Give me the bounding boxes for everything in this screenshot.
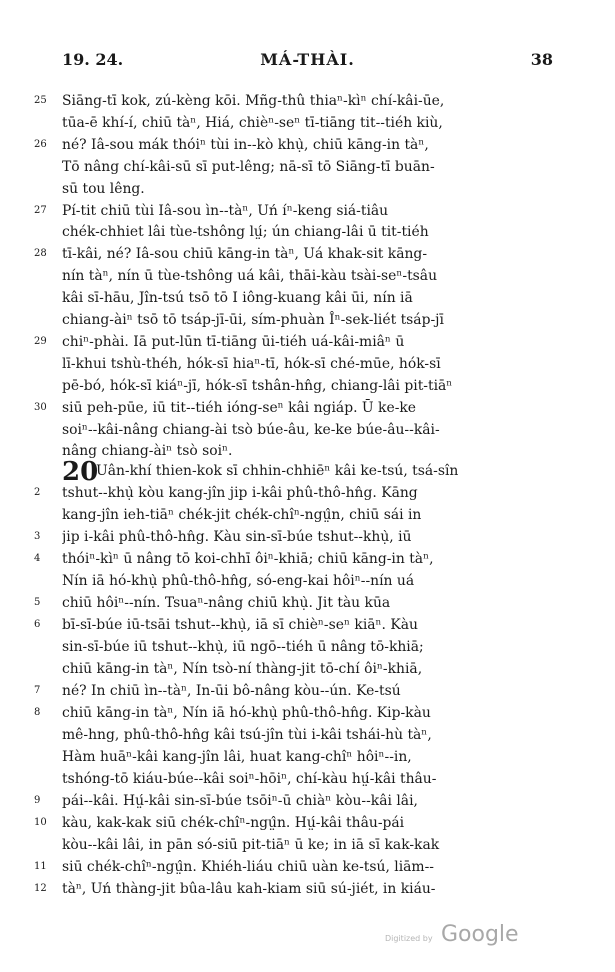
- watermark-small-text: Digitized by: [385, 934, 433, 943]
- text-line: chiⁿ-phài. Iā put-lūn tī-tiāng ūi-tiéh uá-kâi-miâⁿ ū: [62, 333, 405, 350]
- verse-number: 7: [34, 685, 41, 696]
- verse-number: 26: [34, 138, 47, 150]
- verse-number: [34, 460, 58, 482]
- page-number: 38: [530, 50, 553, 69]
- text-line: nâng chiang-àiⁿ tsò soiⁿ.: [62, 443, 233, 460]
- text-line: tshut--khụ̀ kòu kang-jîn jip i-kâi phû-thô-hn̂g. Kāng: [62, 485, 418, 501]
- verse-number: [34, 178, 58, 200]
- running-header: [62, 50, 553, 74]
- text-line: nín tàⁿ, nín ū tùe-tshông uá kâi, thāi-kàu tsài-seⁿ-tsâu: [62, 268, 438, 285]
- text-line: bī-sī-búe iū-tsāi tshut--khụ̀, iā sī chièⁿ-seⁿ kiāⁿ. Kàu: [62, 617, 418, 633]
- text-line: Hàm huāⁿ-kâi kang-jîn lâi, huat kang-chîⁿ hôiⁿ--in,: [62, 749, 412, 765]
- text-line: tàⁿ, Uń thàng-jit bûa-lâu kah-kiam siū sú-jiét, in kiáu-: [62, 881, 436, 897]
- verse-number: 27: [34, 204, 47, 216]
- verse-number: 4: [34, 553, 41, 564]
- text-line: pái--kâi. Hṳ́-kâi sin-sī-búe tsōiⁿ-ū chiàⁿ kòu--kâi lâi,: [62, 793, 418, 809]
- verse-number: [34, 746, 58, 768]
- verse-number: [34, 287, 58, 309]
- verse-number: 8: [34, 707, 41, 718]
- verse-number: [34, 419, 58, 441]
- text-line: soiⁿ--kâi-nâng chiang-ài tsò búe-âu, ke-ke búe-âu--kâi-: [62, 421, 440, 438]
- text-line: Uân-khí thien-kok sī chhin-chhiēⁿ kâi ke-tsú, tsá-sîn: [96, 463, 459, 479]
- verse-number: 2: [34, 487, 41, 498]
- verse-number: [34, 265, 58, 287]
- verse-number: 3: [34, 531, 41, 542]
- verse-number: [34, 221, 58, 243]
- text-line: chiū kāng-in tàⁿ, Nín iā hó-khụ̀ phû-thô-hn̂g. Kip-kàu: [62, 705, 431, 721]
- text-line: Nín iā hó-khụ̀ phû-thô-hn̂g, só-eng-kai hôiⁿ--nín uá: [62, 573, 415, 589]
- verse-number: [34, 309, 58, 331]
- verse-number: [34, 353, 58, 375]
- text-line: kòu--kâi lâi, in pān só-siū pit-tiāⁿ ū ke; in iā sī kak-kak: [62, 837, 440, 853]
- text-line: chék-chhiet lâi tùe-tshông lṳ́; ún chiang-lâi ū tit-tiéh: [62, 224, 429, 241]
- chapter-number: 20: [62, 457, 99, 487]
- text-line: mê-hng, phû-thô-hn̂g kâi tsú-jîn tùi i-kâi tshái-hù tàⁿ,: [62, 727, 432, 743]
- text-line: siū chék-chîⁿ-ngṳ̂n. Khiéh-liáu chiū uàn ke-tsú, liām--: [62, 859, 434, 875]
- verse-number: [34, 724, 58, 746]
- text-line: thóiⁿ-kìⁿ ū nâng tō koi-chhī ôiⁿ-khiā; chiū kāng-in tàⁿ,: [62, 551, 434, 567]
- text-line: chiang-àiⁿ tsō tō tsáp-jī-ūi, sím-phuàn Îⁿ-sek-liét tsáp-jī: [62, 312, 444, 328]
- verse-number: 28: [34, 248, 47, 260]
- text-line: pē-bó, hók-sī kiáⁿ-jī, hók-sī tshân-hn̂g, chiang-lâi pit-tiāⁿ: [62, 377, 453, 394]
- text-line: tshóng-tō kiáu-búe--kâi soiⁿ-hōiⁿ, chí-kàu hṳ́-kâi thâu-: [62, 771, 437, 787]
- verse-number: 30: [34, 401, 47, 413]
- verse-number: [34, 570, 58, 592]
- verse-number: [34, 156, 58, 178]
- text-line: Tō nâng chí-kâi-sū sī put-lêng; nā-sī tō Siāng-tī buān-: [62, 158, 435, 175]
- verse-number: 10: [34, 817, 47, 828]
- verse-number: 29: [34, 335, 47, 347]
- verse-number: 9: [34, 795, 41, 806]
- verse-number: [34, 112, 58, 134]
- text-line: sū tou lêng.: [62, 180, 145, 197]
- verse-number: 25: [34, 95, 47, 106]
- text-line: Pí-tit chiū tùi Iâ-sou ìn--tàⁿ, Uń íⁿ-keng siá-tiâu: [62, 202, 389, 219]
- text-line: né? Iâ-sou mák thóiⁿ tùi in--kò khụ̀, chiū kāng-in tàⁿ,: [62, 136, 429, 153]
- text-line: tī-kâi, né? Iâ-sou chiū kāng-in tàⁿ, Uá khak-sit kāng-: [62, 246, 428, 263]
- text-line: jip i-kâi phû-thô-hn̂g. Kàu sin-sī-búe tshut--khụ̀, iū: [62, 529, 412, 545]
- verse-number: [34, 834, 58, 856]
- text-line: siū peh-pūe, iū tit--tiéh ióng-seⁿ kâi ngiáp. Ū ke-ke: [62, 399, 417, 416]
- book-title: MÁ-THÀI.: [260, 50, 355, 69]
- text-line: sin-sī-búe iū tshut--khụ̀, iū ngō--tiéh ū nâng tō-khiā;: [62, 639, 424, 655]
- verse-reference: 19. 24.: [62, 50, 124, 69]
- text-line: kàu, kak-kak siū chék-chîⁿ-ngṳ̂n. Hṳ́-kâi thâu-pái: [62, 815, 405, 831]
- verse-number: 5: [34, 597, 41, 608]
- text-line: kang-jîn ieh-tiāⁿ chék-jit chék-chîⁿ-ngṳ̂n, chiū sái in: [62, 507, 422, 523]
- text-line: Siāng-tī kok, zú-kèng kōi. Mñg-thû thiaⁿ-kìⁿ chí-kâi-ūe,: [62, 93, 445, 109]
- text-line: chiū hôiⁿ--nín. Tsuaⁿ-nâng chiū khụ̀. Jit tàu kūa: [62, 595, 391, 611]
- verse-number: [34, 504, 58, 526]
- text-line: kâi sī-hāu, Jîn-tsú tsō tō I iông-kuang kâi ūi, nín iā: [62, 290, 413, 307]
- text-line: lī-khui tshù-théh, hók-sī hiaⁿ-tī, hók-sī ché-mūe, hók-sī: [62, 355, 441, 372]
- verse-number: [34, 375, 58, 397]
- verse-number: [34, 636, 58, 658]
- google-logo: Google: [441, 922, 519, 947]
- verse-number: 12: [34, 883, 47, 894]
- verse-number: [34, 658, 58, 680]
- verse-number: [34, 768, 58, 790]
- text-line: né? In chiū ìn--tàⁿ, In-ūi bô-nâng kòu--ún. Ke-tsú: [62, 683, 401, 699]
- verse-number: 11: [34, 861, 47, 872]
- verse-number: 6: [34, 619, 41, 630]
- text-line: tūa-ē khí-í, chiū tàⁿ, Hiá, chièⁿ-seⁿ tī-tiāng tit--tiéh kiù,: [62, 114, 443, 131]
- text-line: chiū kāng-in tàⁿ, Nín tsò-ní thàng-jit tō-chí ôiⁿ-khiā,: [62, 661, 423, 677]
